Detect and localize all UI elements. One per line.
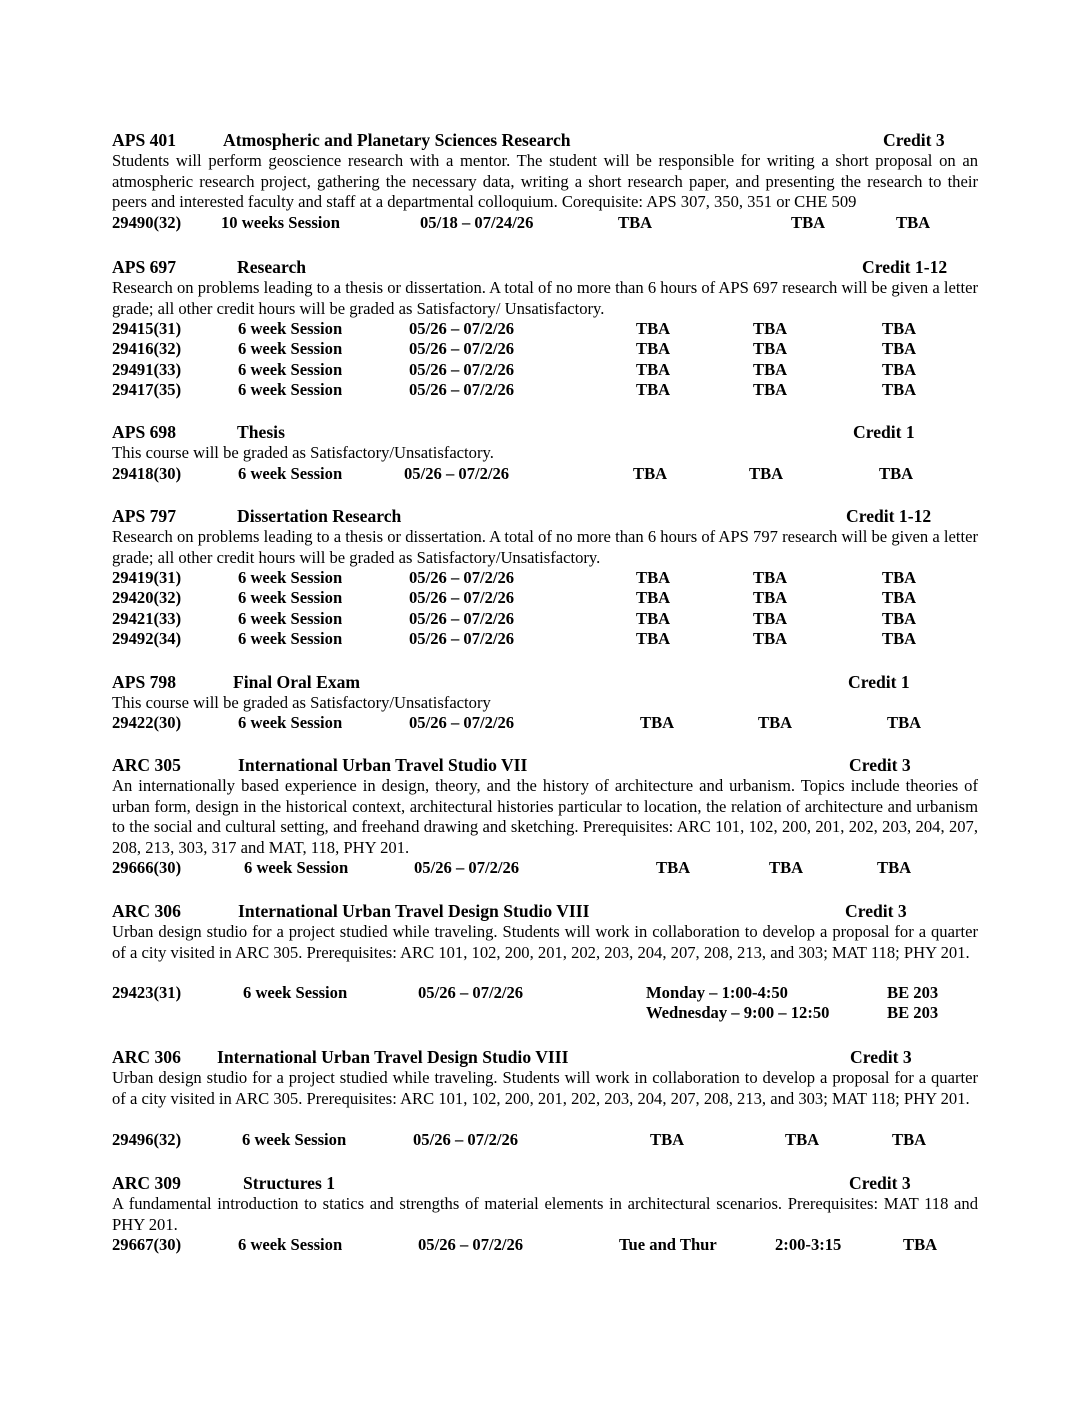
session: 6 week Session [242,1130,347,1149]
course-title: International Urban Travel Studio VII [238,755,528,775]
dates: 05/26 – 07/2/26 [418,983,524,1002]
dates: 05/26 – 07/2/26 [409,588,515,607]
time: TBA [791,213,826,232]
course-credit: Credit 3 [849,1173,911,1193]
dates: 05/26 – 07/2/26 [409,319,515,338]
crn: 29416(32) [112,339,182,358]
days: Tue and Thur [619,1235,717,1254]
session: 6 week Session [238,1235,343,1254]
room: TBA [882,609,917,628]
room: TBA [882,568,917,587]
course-credit: Credit 1-12 [846,506,932,526]
dates: 05/26 – 07/2/26 [409,609,515,628]
time: TBA [753,380,788,399]
crn: 29419(31) [112,568,182,587]
course-title: International Urban Travel Design Studio VIII [217,1047,569,1067]
meeting-2: Wednesday – 9:00 – 12:50 [646,1003,830,1022]
course-credit: Credit 3 [849,755,911,775]
dates: 05/18 – 07/24/26 [420,213,534,232]
course-credit: Credit 1 [853,422,915,442]
dates: 05/26 – 07/2/26 [409,360,515,379]
course-code: APS 401 [112,130,177,150]
room: TBA [882,360,917,379]
course-credit: Credit 1 [848,672,910,692]
dates: 05/26 – 07/2/26 [409,713,515,732]
session: 6 week Session [244,858,349,877]
crn: 29423(31) [112,983,182,1002]
time: TBA [753,629,788,648]
session: 6 week Session [238,609,343,628]
course-code: ARC 306 [112,1047,181,1067]
room: TBA [882,339,917,358]
session: 6 week Session [238,339,343,358]
course-description: This course will be graded as Satisfactory/Unsatisfactory [112,693,491,712]
days: TBA [633,464,668,483]
dates: 05/26 – 07/2/26 [409,339,515,358]
days: TBA [640,713,675,732]
crn: 29417(35) [112,380,182,399]
room: TBA [877,858,912,877]
crn: 29491(33) [112,360,182,379]
course-credit: Credit 3 [850,1047,912,1067]
days: TBA [636,360,671,379]
dates: 05/26 – 07/2/26 [414,858,520,877]
days: TBA [636,588,671,607]
course-title: Structures 1 [243,1173,336,1193]
session: 6 week Session [238,629,343,648]
session: 6 week Session [238,568,343,587]
room: TBA [882,319,917,338]
course-code: APS 798 [112,672,177,692]
room: TBA [879,464,914,483]
course-credit: Credit 3 [883,130,945,150]
days: TBA [636,339,671,358]
session: 6 week Session [238,464,343,483]
course-description: Urban design studio for a project studied while traveling. Students will work in collaboration to develop a proposal for a quarter of a city visited in ARC 305. Prerequisites: ARC 101, 102, 200, 201, 202, 203, 204, 207, 208, 213, and 303; MAT 118; PHY 201. [112,922,978,962]
course-title: Dissertation Research [237,506,402,526]
room: TBA [887,713,922,732]
crn: 29415(31) [112,319,182,338]
session: 6 week Session [238,319,343,338]
days: TBA [656,858,691,877]
time: TBA [753,588,788,607]
dates: 05/26 – 07/2/26 [418,1235,524,1254]
dates: 05/26 – 07/2/26 [413,1130,519,1149]
course-description: Research on problems leading to a thesis or dissertation. A total of no more than 6 hours of APS 697 research will be given a letter grade; all other credit hours will be graded as Satisfactory/ Unsatisfactory. [112,278,978,318]
course-code: ARC 305 [112,755,181,775]
course-description: This course will be graded as Satisfactory/Unsatisfactory. [112,443,494,462]
session: 6 week Session [243,983,348,1002]
crn: 29490(32) [112,213,182,232]
session: 6 week Session [238,380,343,399]
dates: 05/26 – 07/2/26 [409,380,515,399]
room: TBA [882,380,917,399]
crn: 29418(30) [112,464,182,483]
crn: 29420(32) [112,588,182,607]
course-title: Final Oral Exam [233,672,361,692]
room: TBA [892,1130,927,1149]
course-description: A fundamental introduction to statics and strengths of material elements in architectural scenarios. Prerequisites: MAT 118 and PHY 201. [112,1194,978,1234]
crn: 29422(30) [112,713,182,732]
dates: 05/26 – 07/2/26 [409,568,515,587]
time: TBA [753,360,788,379]
time: TBA [749,464,784,483]
days: TBA [636,380,671,399]
days: TBA [636,319,671,338]
course-title: Atmospheric and Planetary Sciences Research [223,130,571,150]
room: TBA [903,1235,938,1254]
meeting-1: Monday – 1:00-4:50 [646,983,788,1002]
course-description: Urban design studio for a project studied while traveling. Students will work in collaboration to develop a proposal for a quarter of a city visited in ARC 305. Prerequisites: ARC 101, 102, 200, 201, 202, 203, 204, 207, 208, 213, and 303; MAT 118; PHY 201. [112,1068,978,1108]
crn: 29496(32) [112,1130,182,1149]
dates: 05/26 – 07/2/26 [404,464,510,483]
room: TBA [882,629,917,648]
time: TBA [769,858,804,877]
time: TBA [785,1130,820,1149]
session: 6 week Session [238,360,343,379]
time: TBA [758,713,793,732]
time: 2:00-3:15 [775,1235,842,1254]
course-title: Research [237,257,307,277]
room: TBA [896,213,931,232]
crn: 29667(30) [112,1235,182,1254]
course-title: Thesis [237,422,285,442]
days: TBA [636,629,671,648]
course-credit: Credit 1-12 [862,257,948,277]
crn: 29492(34) [112,629,182,648]
course-description: Research on problems leading to a thesis or dissertation. A total of no more than 6 hours of APS 797 research will be given a letter grade; all other credit hours will be graded as Satisfactory/Unsatisfactory. [112,527,978,567]
dates: 05/26 – 07/2/26 [409,629,515,648]
days: TBA [636,568,671,587]
session: 10 weeks Session [221,213,340,232]
time: TBA [753,568,788,587]
course-code: APS 797 [112,506,177,526]
room: TBA [882,588,917,607]
days: TBA [618,213,653,232]
session: 6 week Session [238,588,343,607]
course-code: APS 698 [112,422,177,442]
crn: 29666(30) [112,858,182,877]
room-2: BE 203 [887,1003,939,1022]
room-1: BE 203 [887,983,939,1002]
course-description: An internationally based experience in design, theory, and the history of architecture and urbanism. Topics include theories of urban form, design in the historical context, architectural histories particular to location, the relation of architecture and urbanism to the social and cultural setting, and freehand drawing and sketching. Prerequisites: ARC 101, 102, 200, 201, 202, 203, 204, 207, 208, 213, 303, 317 and MAT, 118, PHY 201. [112,776,978,857]
crn: 29421(33) [112,609,182,628]
course-description: Students will perform geoscience research with a mentor. The student will be responsible for writing a short proposal on an atmospheric research project, gathering the necessary data, writing a short research paper, and presenting the research to their peers and interested faculty and staff at a departmental colloquium. Corequisite: APS 307, 350, 351 or CHE 509 [112,151,978,212]
course-code: ARC 306 [112,901,181,921]
session: 6 week Session [238,713,343,732]
course-credit: Credit 3 [845,901,907,921]
course-code: ARC 309 [112,1173,181,1193]
time: TBA [753,319,788,338]
course-title: International Urban Travel Design Studio VIII [238,901,590,921]
days: TBA [650,1130,685,1149]
time: TBA [753,339,788,358]
time: TBA [753,609,788,628]
days: TBA [636,609,671,628]
course-code: APS 697 [112,257,177,277]
